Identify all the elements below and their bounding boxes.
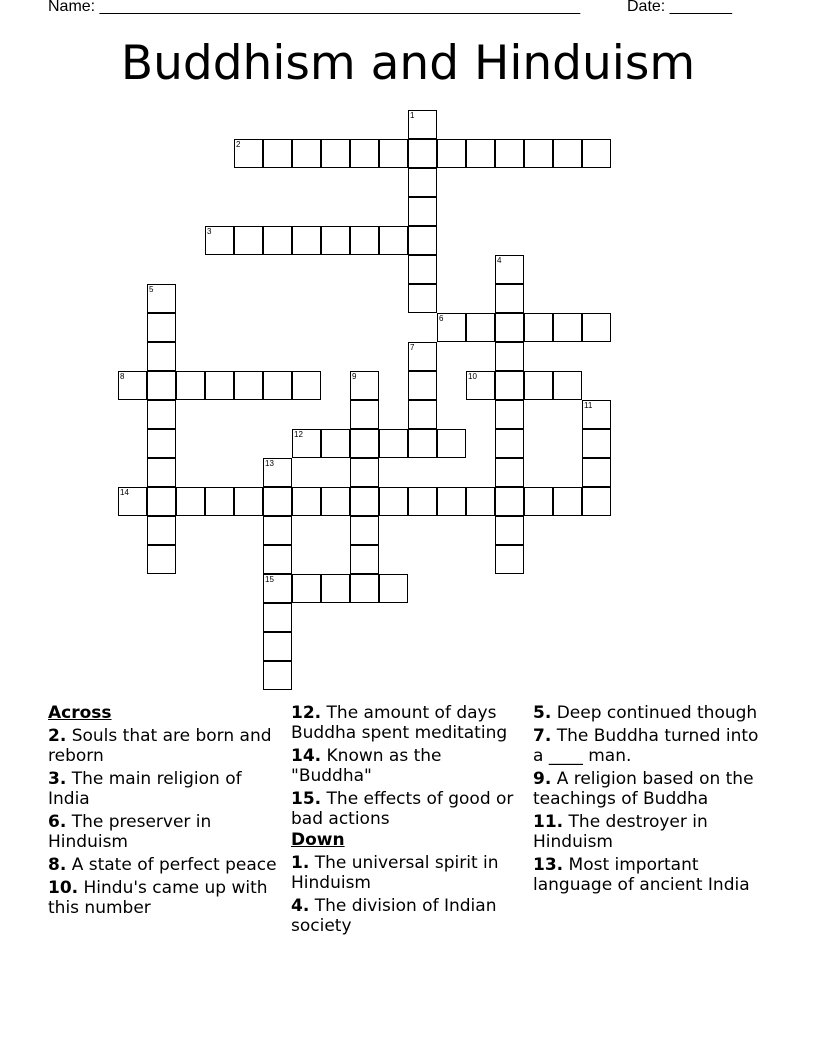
- clue-number: 5.: [533, 703, 552, 723]
- crossword-cell[interactable]: [582, 400, 611, 429]
- crossword-cell[interactable]: [408, 371, 437, 400]
- crossword-cell[interactable]: [292, 371, 321, 400]
- crossword-cell[interactable]: [147, 313, 176, 342]
- crossword-cell[interactable]: [147, 429, 176, 458]
- crossword-cell[interactable]: [147, 458, 176, 487]
- crossword-cell[interactable]: [292, 139, 321, 168]
- clue-text: The main religion of India: [48, 769, 242, 809]
- crossword-cell[interactable]: [234, 226, 263, 255]
- clue-down-7: [533, 726, 773, 766]
- crossword-cell[interactable]: [582, 139, 611, 168]
- clue-across-10: [48, 878, 278, 918]
- date-field[interactable]: Date: _______: [627, 0, 732, 15]
- crossword-cell[interactable]: [292, 226, 321, 255]
- clue-down-1: [291, 853, 527, 893]
- crossword-cell[interactable]: [437, 487, 466, 516]
- crossword-cell[interactable]: [408, 342, 437, 371]
- cell-number: 5: [149, 285, 154, 294]
- crossword-cell[interactable]: [350, 516, 379, 545]
- crossword-cell[interactable]: [292, 429, 321, 458]
- clue-text: Deep continued though: [551, 703, 758, 723]
- crossword-cell[interactable]: [437, 429, 466, 458]
- crossword-cell[interactable]: [350, 487, 379, 516]
- crossword-cell[interactable]: [495, 458, 524, 487]
- crossword-cell[interactable]: [118, 487, 147, 516]
- clue-number: 4.: [291, 896, 310, 916]
- cell-number: 13: [265, 459, 274, 468]
- clue-number: 6.: [48, 812, 67, 832]
- crossword-cell[interactable]: [408, 400, 437, 429]
- crossword-cell[interactable]: [234, 371, 263, 400]
- crossword-cell[interactable]: [350, 429, 379, 458]
- crossword-cell[interactable]: [495, 429, 524, 458]
- crossword-cell[interactable]: [408, 110, 437, 139]
- crossword-cell[interactable]: [292, 487, 321, 516]
- crossword-cell[interactable]: [408, 255, 437, 284]
- crossword-cell[interactable]: [147, 342, 176, 371]
- crossword-cell[interactable]: [408, 284, 437, 313]
- crossword-cell[interactable]: [379, 487, 408, 516]
- clue-text: The destroyer in Hinduism: [533, 812, 708, 852]
- clue-number: 7.: [533, 726, 552, 746]
- crossword-cell[interactable]: [321, 487, 350, 516]
- page-title: Buddhism and Hinduism: [120, 36, 696, 91]
- cell-number: 8: [120, 372, 125, 381]
- crossword-cell[interactable]: [321, 226, 350, 255]
- cell-number: 6: [439, 314, 444, 323]
- cell-number: 15: [265, 575, 274, 584]
- crossword-cell[interactable]: [553, 371, 582, 400]
- crossword-cell[interactable]: [437, 313, 466, 342]
- clue-text: The effects of good or bad actions: [291, 789, 514, 829]
- crossword-cell[interactable]: [147, 284, 176, 313]
- crossword-cell[interactable]: [205, 226, 234, 255]
- clue-across-12: [291, 703, 527, 743]
- crossword-cell[interactable]: [379, 226, 408, 255]
- crossword-cell[interactable]: [379, 139, 408, 168]
- name-field[interactable]: Name: ______________________________________________________: [48, 0, 581, 15]
- crossword-cell[interactable]: [495, 516, 524, 545]
- clues-column-3: [533, 702, 773, 895]
- crossword-cell[interactable]: [118, 371, 147, 400]
- clue-text: A state of perfect peace: [66, 855, 277, 875]
- crossword-cell[interactable]: [495, 487, 524, 516]
- cell-number: 9: [352, 372, 357, 381]
- crossword-cell[interactable]: [321, 574, 350, 603]
- cell-number: 2: [236, 140, 241, 149]
- clue-number: 9.: [533, 769, 552, 789]
- clues-column-1: [48, 702, 278, 918]
- crossword-cell[interactable]: [263, 458, 292, 487]
- clue-number: 13.: [533, 855, 564, 875]
- across-heading: Across: [48, 703, 112, 723]
- clue-down-11: [533, 812, 773, 852]
- cell-number: 10: [468, 372, 477, 381]
- clue-text: Hindu's came up with this number: [48, 878, 268, 918]
- crossword-cell[interactable]: [263, 661, 292, 690]
- clue-text: Known as the "Buddha": [291, 746, 442, 786]
- cell-number: 4: [497, 256, 502, 265]
- clue-number: 2.: [48, 726, 67, 746]
- crossword-cell[interactable]: [466, 139, 495, 168]
- crossword-cell[interactable]: [350, 139, 379, 168]
- crossword-cell[interactable]: [524, 487, 553, 516]
- clue-number: 15.: [291, 789, 322, 809]
- crossword-cell[interactable]: [205, 371, 234, 400]
- crossword-cell[interactable]: [321, 429, 350, 458]
- crossword-cell[interactable]: [408, 197, 437, 226]
- clue-across-14: [291, 746, 527, 786]
- crossword-cell[interactable]: [582, 487, 611, 516]
- crossword-cell[interactable]: [263, 603, 292, 632]
- crossword-cell[interactable]: [234, 139, 263, 168]
- clue-number: 1.: [291, 853, 310, 873]
- crossword-cell[interactable]: [350, 458, 379, 487]
- clue-text: Souls that are born and reborn: [48, 726, 272, 766]
- crossword-cell[interactable]: [350, 545, 379, 574]
- crossword-cell[interactable]: [147, 400, 176, 429]
- cell-number: 14: [120, 488, 129, 497]
- clue-down-9: [533, 769, 773, 809]
- crossword-cell[interactable]: [263, 371, 292, 400]
- clue-text: The division of Indian society: [291, 896, 497, 936]
- clue-number: 12.: [291, 703, 322, 723]
- crossword-cell[interactable]: [408, 429, 437, 458]
- clue-across-2: [48, 726, 278, 766]
- crossword-cell[interactable]: [437, 139, 466, 168]
- crossword-cell[interactable]: [553, 313, 582, 342]
- crossword-cell[interactable]: [495, 313, 524, 342]
- clue-down-13: [533, 855, 773, 895]
- clue-number: 3.: [48, 769, 67, 789]
- down-heading: Down: [291, 830, 345, 850]
- cell-number: 3: [207, 227, 212, 236]
- crossword-cell[interactable]: [263, 516, 292, 545]
- crossword-cell[interactable]: [495, 284, 524, 313]
- cell-number: 7: [410, 343, 415, 352]
- cell-number: 11: [584, 401, 593, 410]
- clue-text: The universal spirit in Hinduism: [291, 853, 499, 893]
- crossword-cell[interactable]: [147, 516, 176, 545]
- cell-number: 12: [294, 430, 303, 439]
- crossword-cell[interactable]: [205, 487, 234, 516]
- clue-text: The preserver in Hinduism: [48, 812, 212, 852]
- crossword-cell[interactable]: [408, 487, 437, 516]
- crossword-cell[interactable]: [379, 574, 408, 603]
- crossword-cell[interactable]: [350, 574, 379, 603]
- crossword-cell[interactable]: [321, 139, 350, 168]
- clue-across-6: [48, 812, 278, 852]
- crossword-cell[interactable]: [379, 429, 408, 458]
- crossword-cell[interactable]: [408, 226, 437, 255]
- crossword-cell[interactable]: [263, 226, 292, 255]
- clue-number: 10.: [48, 878, 79, 898]
- crossword-cell[interactable]: [263, 632, 292, 661]
- crossword-cell[interactable]: [495, 139, 524, 168]
- crossword-cell[interactable]: [582, 313, 611, 342]
- clue-number: 11.: [533, 812, 564, 832]
- crossword-cell[interactable]: [176, 487, 205, 516]
- crossword-cell[interactable]: [408, 139, 437, 168]
- crossword-cell[interactable]: [553, 139, 582, 168]
- crossword-cell[interactable]: [147, 371, 176, 400]
- clue-text: Most important language of ancient India: [533, 855, 750, 895]
- crossword-cell[interactable]: [147, 487, 176, 516]
- clue-across-3: [48, 769, 278, 809]
- cell-number: 1: [410, 111, 415, 120]
- crossword-cell[interactable]: [466, 487, 495, 516]
- crossword-cell[interactable]: [524, 371, 553, 400]
- clue-across-8: [48, 855, 278, 875]
- crossword-cell[interactable]: [408, 168, 437, 197]
- clues-column-2: [291, 702, 527, 936]
- crossword-cell[interactable]: [263, 545, 292, 574]
- clue-text: The Buddha turned into a ____ man.: [533, 726, 759, 766]
- crossword-cell[interactable]: [176, 371, 205, 400]
- crossword-cell[interactable]: [495, 545, 524, 574]
- crossword-cell[interactable]: [524, 139, 553, 168]
- clue-number: 8.: [48, 855, 67, 875]
- crossword-cell[interactable]: [263, 139, 292, 168]
- clue-number: 14.: [291, 746, 322, 766]
- crossword-cell[interactable]: [350, 371, 379, 400]
- crossword-cell[interactable]: [495, 255, 524, 284]
- crossword-cell[interactable]: [466, 371, 495, 400]
- crossword-cell[interactable]: [263, 574, 292, 603]
- clue-text: A religion based on the teachings of Buddha: [533, 769, 754, 809]
- crossword-cell[interactable]: [350, 400, 379, 429]
- clue-down-4: [291, 896, 527, 936]
- crossword-cell[interactable]: [292, 574, 321, 603]
- clue-down-5: [533, 703, 773, 723]
- clue-across-15: [291, 789, 527, 829]
- crossword-cell[interactable]: [582, 429, 611, 458]
- crossword-cell[interactable]: [466, 313, 495, 342]
- crossword-cell[interactable]: [234, 487, 263, 516]
- crossword-cell[interactable]: [495, 342, 524, 371]
- crossword-cell[interactable]: [263, 487, 292, 516]
- crossword-cell[interactable]: [582, 458, 611, 487]
- crossword-cell[interactable]: [495, 400, 524, 429]
- crossword-cell[interactable]: [553, 487, 582, 516]
- clue-text: The amount of days Buddha spent meditating: [291, 703, 508, 743]
- crossword-cell[interactable]: [350, 226, 379, 255]
- crossword-cell[interactable]: [524, 313, 553, 342]
- crossword-cell[interactable]: [495, 371, 524, 400]
- crossword-cell[interactable]: [147, 545, 176, 574]
